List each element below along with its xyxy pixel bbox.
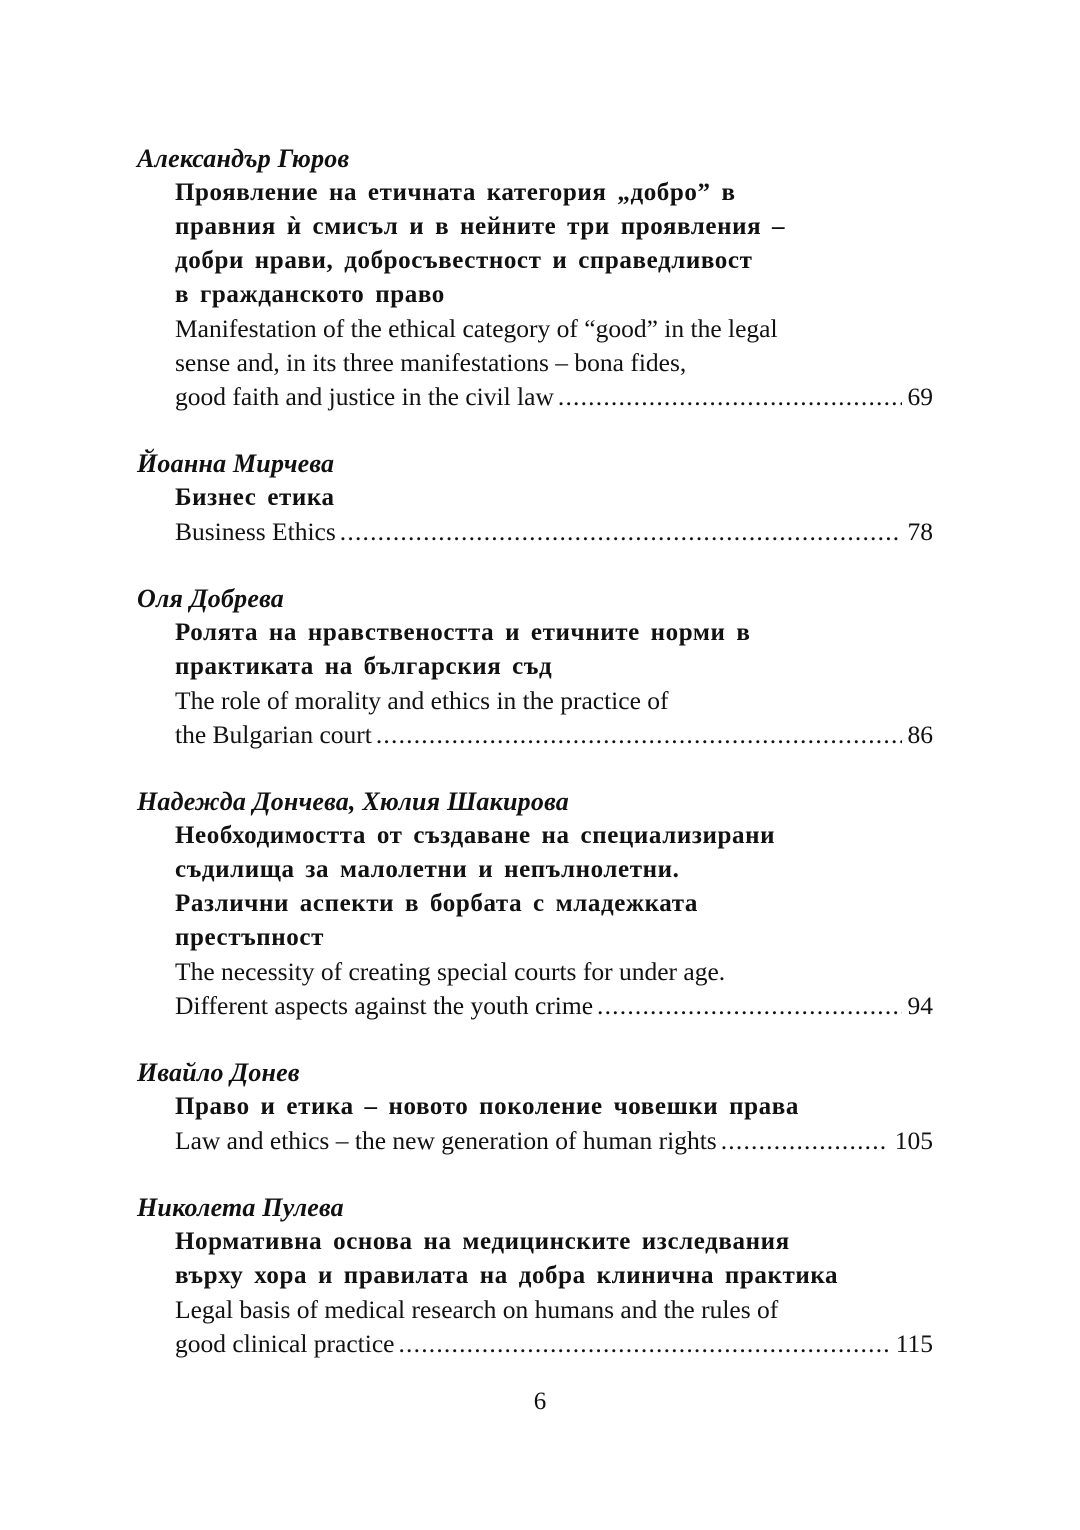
entry-title-bg-line: Различни аспекти в борбата с младежката — [175, 890, 698, 917]
entry-title-bg-line: Бизнес етика — [175, 484, 335, 511]
entry-page-number: 94 — [907, 991, 933, 1020]
entry-title-bg-line: в гражданското право — [175, 281, 445, 308]
table-of-contents — [137, 142, 933, 1394]
entry-title-en-line: the Bulgarian court — [175, 720, 372, 749]
toc-entry — [137, 142, 933, 414]
entry-title-bg-line: Необходимостта от създаване на специализирани — [175, 822, 776, 849]
entry-title-bg-line: добри нрави, добросъвестност и справедливост — [175, 247, 753, 274]
dot-leader — [340, 515, 902, 549]
entry-title-en-line: sense and, in its three manifestations – bona fides, — [175, 348, 687, 377]
entry-page-number: 86 — [907, 720, 933, 749]
entry-body — [137, 819, 933, 1023]
entry-body — [137, 1225, 933, 1361]
entry-author: Оля Добрева — [137, 584, 284, 613]
entry-title-en-line: Manifestation of the ethical category of “good” in the legal — [175, 314, 778, 343]
entry-page-line — [175, 989, 933, 1023]
entry-title-bg-line: съдилища за малолетни и непълнолетни. — [175, 856, 680, 883]
entry-title-en-line: good faith and justice in the civil law — [175, 382, 554, 411]
toc-entry — [137, 447, 933, 549]
entry-author: Николета Пулева — [137, 1193, 344, 1222]
entry-page-number: 78 — [907, 517, 933, 546]
entry-title-bg-line: Ролята на нравствеността и етичните норми в — [175, 619, 751, 646]
entry-author: Йоанна Мирчева — [137, 449, 335, 478]
entry-page-number: 69 — [907, 382, 933, 411]
entry-title-en-line: The role of morality and ethics in the practice of — [175, 686, 669, 715]
page-number: 6 — [533, 1388, 547, 1415]
entry-title-en-line: Business Ethics — [175, 517, 336, 546]
entry-title-bg-line: Право и етика – новото поколение човешки права — [175, 1093, 799, 1120]
toc-entry — [137, 1056, 933, 1158]
entry-author: Ивайло Донев — [137, 1058, 300, 1087]
entry-title-bg-line: върху хора и правилата на добра клинична практика — [175, 1262, 839, 1289]
entry-title-en-line: Law and ethics – the new generation of human rights — [175, 1126, 717, 1155]
dot-leader — [721, 1124, 889, 1158]
entry-title-bg-line: правния ѝ смисъл и в нейните три проявления – — [175, 213, 786, 240]
entry-body — [137, 176, 933, 414]
entry-page-line — [175, 718, 933, 752]
entry-title-bg-line: Нормативна основа на медицинските изследвания — [175, 1228, 790, 1255]
entry-title-bg-line: практиката на българския съд — [175, 653, 553, 680]
toc-entry — [137, 785, 933, 1023]
entry-author: Александър Гюров — [137, 144, 350, 173]
entry-author: Надежда Дончева, Хюлия Шакирова — [137, 787, 569, 816]
toc-entry — [137, 1191, 933, 1361]
dot-leader — [558, 380, 902, 414]
entry-body — [137, 616, 933, 752]
entry-page-line — [175, 380, 933, 414]
entry-page-line — [175, 1327, 933, 1361]
entry-page-line — [175, 515, 933, 549]
entry-page-number: 115 — [895, 1329, 933, 1358]
entry-page-number: 105 — [894, 1126, 933, 1155]
toc-entry — [137, 582, 933, 752]
entry-body — [137, 481, 933, 549]
entry-title-bg-line: престъпност — [175, 924, 324, 951]
entry-title-en-line: Legal basis of medical research on humans and the rules of — [175, 1295, 779, 1324]
entry-title-bg-line: Проявление на етичната категория „добро” в — [175, 179, 736, 206]
dot-leader — [398, 1327, 889, 1361]
entry-title-en-line: good clinical practice — [175, 1329, 395, 1358]
entry-title-en-line: Different aspects against the youth crime — [175, 991, 594, 1020]
entry-title-en-line: The necessity of creating special courts for under age. — [175, 957, 726, 986]
entry-page-line — [175, 1124, 933, 1158]
dot-leader — [376, 718, 902, 752]
entry-body — [137, 1090, 933, 1158]
dot-leader — [597, 989, 901, 1023]
